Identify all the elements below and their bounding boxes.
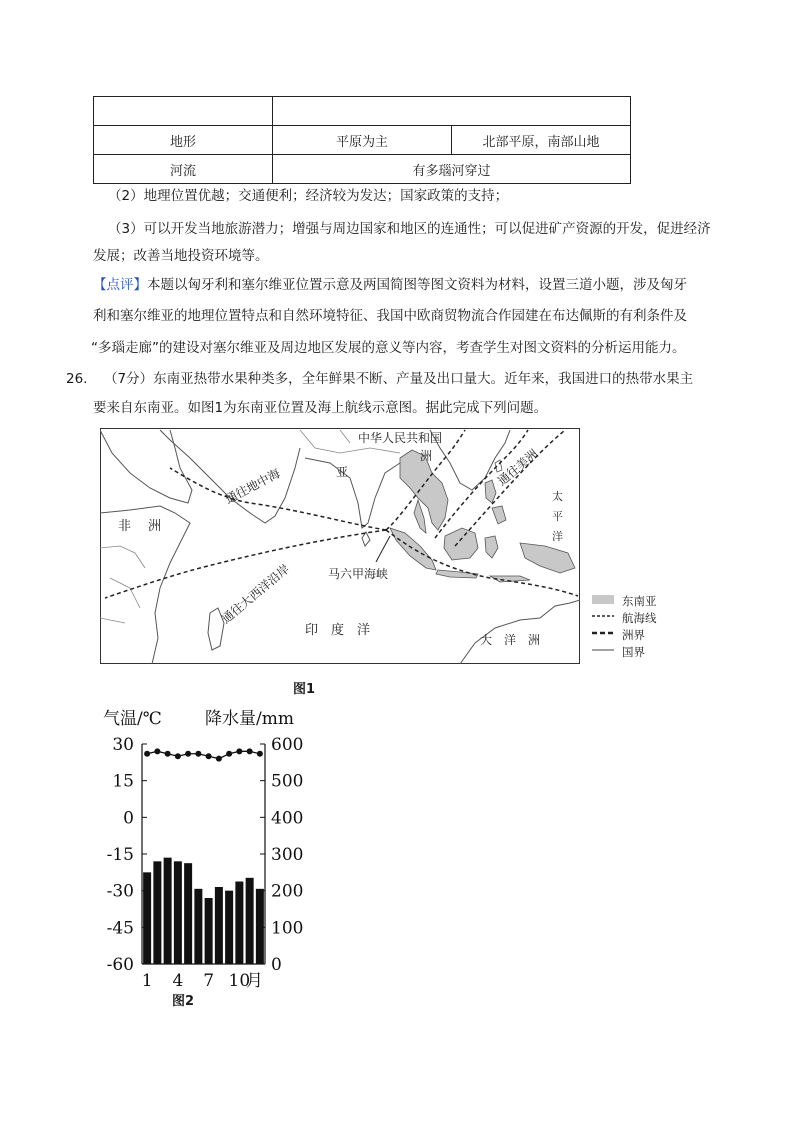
table-row xyxy=(94,97,631,126)
temp-axis-title: 气温/℃ xyxy=(103,709,162,729)
legend-label: 洲界 xyxy=(622,627,645,642)
legend-item xyxy=(590,609,657,626)
left-tick-label: -45 xyxy=(106,918,134,939)
legend-item xyxy=(590,592,657,609)
answer-3-line1: （3）可以开发当地旅游潜力；增强与周边国家和地区的连通性；可以促进矿产资源的开发，促进经济 xyxy=(108,221,711,237)
table-cell xyxy=(273,97,631,126)
right-tick-label: 0 xyxy=(271,955,282,975)
precip-bar xyxy=(184,863,192,964)
temperature-point xyxy=(165,751,171,757)
question-number: 26. xyxy=(66,371,88,387)
label-to-america: 通往美洲 xyxy=(494,446,541,489)
temperature-point xyxy=(154,748,160,754)
precip-bar xyxy=(164,858,172,964)
right-tick-label: 500 xyxy=(271,771,304,792)
temperature-point xyxy=(195,751,201,757)
right-tick-label: 100 xyxy=(271,918,304,939)
precip-bar xyxy=(153,861,161,964)
right-tick-label: 300 xyxy=(271,845,304,865)
right-tick-label: 600 xyxy=(271,735,304,755)
table-cell xyxy=(94,97,273,126)
left-tick-label: 0 xyxy=(123,808,134,829)
temperature-point xyxy=(236,748,242,754)
climate-caption: 图2 xyxy=(172,994,195,1009)
temperature-line xyxy=(147,751,260,758)
left-tick-label: 30 xyxy=(112,735,134,755)
temperature-point xyxy=(185,751,191,757)
legend-item xyxy=(590,643,657,660)
legend-item xyxy=(590,626,657,643)
precip-bar xyxy=(256,889,264,964)
southeast-asia-map xyxy=(100,428,580,664)
question-line2: 要来自东南亚。如图1为东南亚位置及海上航线示意图。据此完成下列问题。 xyxy=(93,400,548,416)
answer-2: （2）地理位置优越；交通便利；经济较为发达；国家政策的支持； xyxy=(108,188,509,204)
x-unit-label: 月 xyxy=(246,971,263,990)
label-pacific-2: 平 xyxy=(552,510,563,523)
label-china: 中华人民共和国 xyxy=(358,431,443,445)
label-pacific-3: 洋 xyxy=(552,530,563,543)
temperature-point xyxy=(206,753,212,759)
x-tick-label: 4 xyxy=(172,971,184,990)
map-caption: 图1 xyxy=(293,682,316,697)
precip-bar xyxy=(194,889,202,964)
precip-bar xyxy=(235,882,243,965)
label-indian-ocean: 印 度 洋 xyxy=(305,623,371,638)
legend-label: 东南亚 xyxy=(622,593,657,608)
comment-text: 本题以匈牙利和塞尔维亚位置示意及两国简图等图文资料为材料，设置三道小题，涉及匈牙 xyxy=(147,277,687,293)
left-tick-label: -30 xyxy=(106,881,134,902)
answer-3-line2: 发展；改善当地投资环境等。 xyxy=(93,248,269,264)
x-tick-label: 1 xyxy=(141,971,153,990)
legend-label: 国界 xyxy=(622,644,645,659)
label-oceania: 大 洋 洲 xyxy=(480,633,541,647)
precip-bar xyxy=(225,891,233,964)
comment-line3: “多瑙走廊”的建设对塞尔维亚及周边地区发展的意义等内容，考查学生对图文资料的分析运用能力。 xyxy=(91,340,686,356)
legend-swatch-sea-region xyxy=(590,593,616,608)
left-tick-label: -60 xyxy=(106,955,134,975)
x-tick-label: 7 xyxy=(203,971,215,990)
comparison-table xyxy=(93,96,631,184)
temperature-point xyxy=(175,753,181,759)
temperature-point xyxy=(257,751,263,757)
label-africa-1: 非 xyxy=(118,519,132,534)
label-malacca: 马六甲海峡 xyxy=(328,567,389,581)
map-legend xyxy=(590,592,657,660)
precip-axis-title: 降水量/mm xyxy=(205,709,294,729)
precip-bar xyxy=(143,872,151,964)
comment-line2: 利和塞尔维亚的地理位置特点和自然环境特征、我国中欧商贸物流合作园建在布达佩斯的有利条件及 xyxy=(93,308,687,324)
table-cell: 地形 xyxy=(94,126,273,155)
label-to-mediterranean: 通往地中海 xyxy=(222,466,283,507)
temperature-point xyxy=(216,756,222,762)
temperature-point xyxy=(247,748,253,754)
climate-chart xyxy=(95,700,315,990)
legend-swatch-national-border xyxy=(590,644,616,659)
chart-plot-area xyxy=(107,735,304,990)
label-africa-2: 洲 xyxy=(148,519,162,534)
x-tick-label: 10 xyxy=(228,971,251,990)
left-tick-label: 15 xyxy=(112,771,134,792)
table-row xyxy=(94,126,631,155)
legend-swatch-route xyxy=(590,610,616,625)
precip-bar xyxy=(215,887,223,964)
legend-swatch-continent-border xyxy=(590,627,616,642)
right-tick-label: 200 xyxy=(271,881,304,902)
label-asia-1: 亚 xyxy=(336,465,349,479)
label-asia-2: 洲 xyxy=(420,449,433,463)
table-cell: 北部平原，南部山地 xyxy=(452,126,631,155)
table-cell: 有多瑙河穿过 xyxy=(273,155,631,184)
comment-line1 xyxy=(93,275,687,295)
precip-bar xyxy=(174,861,182,964)
right-tick-label: 400 xyxy=(271,808,304,829)
precip-bar xyxy=(246,878,254,964)
question-line1: （7分）东南亚热带水果种类多，全年鲜果不断、产量及出口量大。近年来，我国进口的热带水果主 xyxy=(104,371,694,387)
label-pacific-1: 太 xyxy=(552,490,563,503)
table-cell: 平原为主 xyxy=(273,126,452,155)
left-tick-label: -15 xyxy=(106,845,134,865)
legend-label: 航海线 xyxy=(622,610,657,625)
table-cell: 河流 xyxy=(94,155,273,184)
precip-bar xyxy=(205,898,213,964)
temperature-point xyxy=(144,751,150,757)
table-row xyxy=(94,155,631,184)
temperature-point xyxy=(226,751,232,757)
comment-tag: 【点评】 xyxy=(93,277,147,293)
label-to-atlantic: 通往大西洋沿岸 xyxy=(218,561,293,627)
